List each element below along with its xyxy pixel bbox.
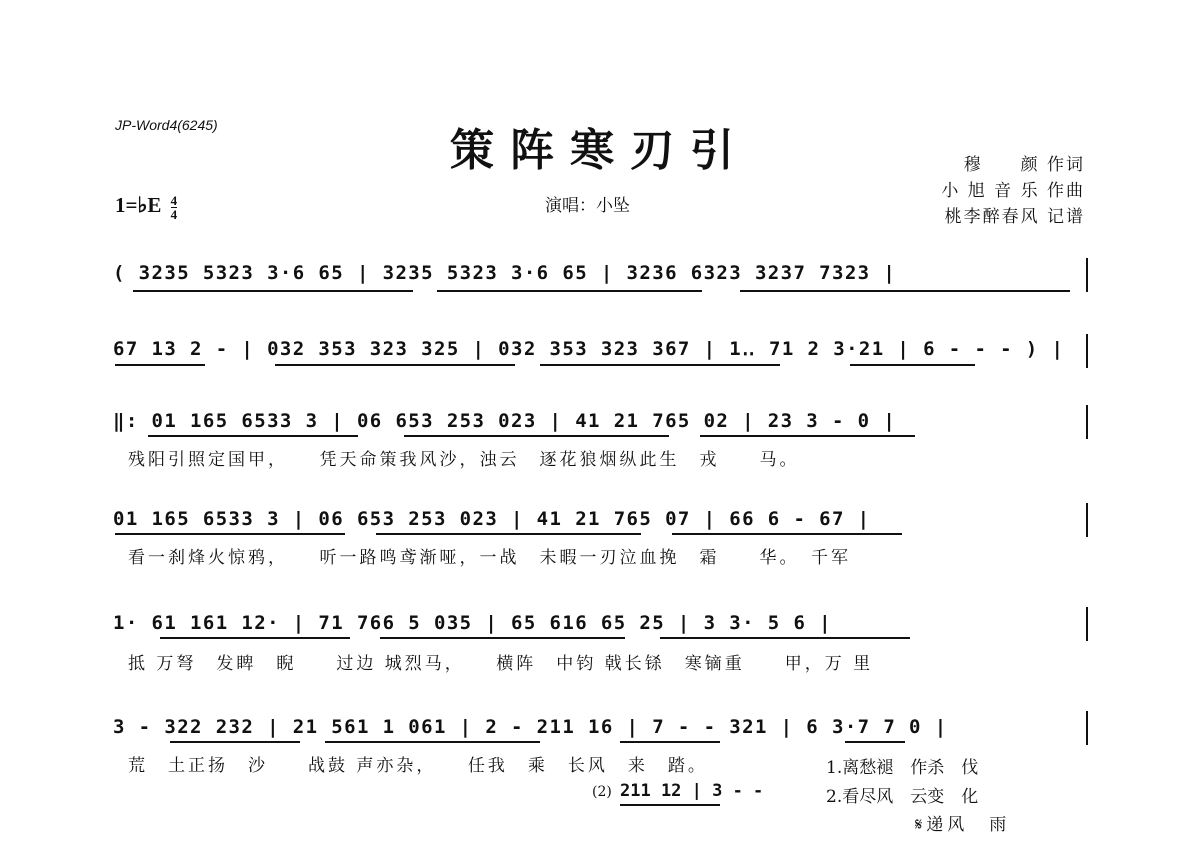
beam-line: [620, 741, 720, 743]
barline: [1086, 711, 1088, 745]
beam-line: [660, 637, 910, 639]
key-label: 1=♭E: [115, 193, 162, 217]
beam-line: [740, 290, 1070, 292]
system-4-lyrics: 看一刹烽火惊鸦， 听一路鸣鸢渐哑，一战 未暇一刃泣血挽 霜 华。 千军: [128, 548, 851, 568]
beam-line: [850, 364, 975, 366]
beam-line: [540, 364, 780, 366]
beam-line: [380, 637, 625, 639]
beam-line: [325, 741, 540, 743]
beam-line: [700, 435, 915, 437]
segno-lyrics: 𝄋递风 雨: [915, 815, 1011, 835]
beam-line: [845, 741, 905, 743]
system-3-notes: ‖: 01 165 6533 3 | 06 653 253 023 | 41 21 765 02 | 23 3 - 0 |: [113, 410, 897, 432]
beam-line: [133, 290, 413, 292]
beam-line: [404, 435, 669, 437]
beam-line: [437, 290, 702, 292]
time-sig-top: 4: [170, 192, 178, 208]
time-signature: [171, 194, 178, 221]
system-5-lyrics: 抵 万弩 发睥 睨 过边 城烈马， 横阵 中钧 戟长铩 寒镝重 甲，万 里: [128, 654, 874, 674]
beam-line: [160, 637, 350, 639]
beam-line: [620, 804, 720, 806]
system-2-notes: 67 13 2 - | 032 353 323 325 | 032 353 323 367 | 1‥ 71 2 3·21 | 6 - - - ) |: [113, 338, 1065, 360]
source-label: JP-Word4(6245): [115, 117, 218, 133]
beam-line: [376, 533, 641, 535]
lyricist-credit: 穆 颜 作词: [963, 155, 1085, 175]
system-3-lyrics: 残阳引照定国甲， 凭天命策我风沙，浊云 逐花狼烟纵此生 戎 马。: [128, 450, 800, 470]
page-title: 策阵寒刃引: [450, 125, 750, 176]
barline: [1086, 334, 1088, 368]
singer-label: 演唱：小坠: [545, 196, 630, 216]
beam-line: [148, 435, 358, 437]
beam-line: [170, 741, 300, 743]
barline: [1086, 258, 1088, 292]
beam-line: [275, 364, 515, 366]
system-1-notes: ( 3235 5323 3·6 65 | 3235 5323 3·6 65 | 3236 6323 3237 7323 |: [113, 262, 897, 284]
system-5-notes: 1· 61 161 12· | 71 766 5 035 | 65 616 65 25 | 3 3· 5 6 |: [113, 612, 832, 634]
first-ending-lyrics: 1.离愁褪 作杀 伐: [826, 758, 979, 778]
system-6-notes: 3 - 322 232 | 21 561 1 061 | 2 - 211 16 | 7 - - 321 | 6 3·7 7 0 |: [113, 716, 948, 738]
system-4-notes: 01 165 6533 3 | 06 653 253 023 | 41 21 765 07 | 66 6 - 67 |: [113, 508, 871, 530]
barline: [1086, 503, 1088, 537]
barline: [1086, 405, 1088, 439]
composer-credit: 小 旭 音 乐 作曲: [941, 181, 1085, 201]
beam-line: [115, 533, 345, 535]
transcriber-credit: 桃李醉春风 记谱: [944, 207, 1085, 227]
time-sig-bottom: 4: [170, 206, 178, 222]
second-ending-notes: 211 12 | 3 - -: [620, 781, 764, 801]
key-signature: [115, 193, 177, 221]
system-6-lyrics: 荒 土正扬 沙 战鼓 声亦杂， 任我 乘 长风 来 踏。: [128, 756, 708, 776]
second-ending-lyrics: 2.看尽风 云变 化: [826, 787, 979, 807]
beam-line: [115, 364, 205, 366]
beam-line: [672, 533, 902, 535]
second-ending-marker: (2): [592, 784, 612, 800]
barline: [1086, 607, 1088, 641]
